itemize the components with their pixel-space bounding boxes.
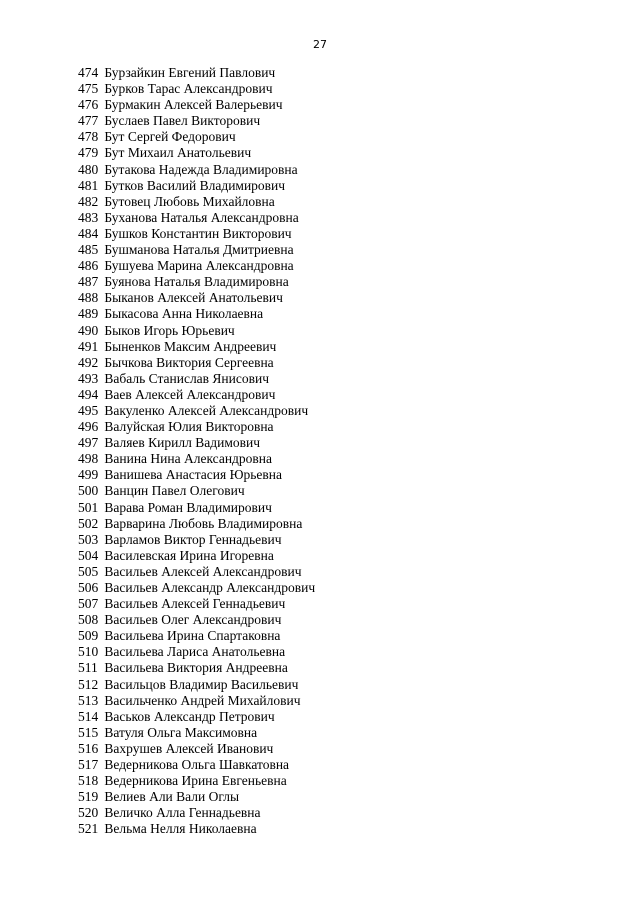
entry-number: 487 [78,274,99,290]
list-item [78,81,315,97]
entry-name: Бушуева Марина Александровна [104,258,294,274]
list-item [78,258,315,274]
list-item [78,419,315,435]
entry-number: 514 [78,708,99,724]
list-item [78,339,315,355]
entry-name: Ваев Алексей Александрович [104,386,276,402]
list-item [78,564,315,580]
entry-number: 495 [78,402,99,418]
entry-number: 508 [78,612,99,628]
entry-number: 513 [78,692,99,708]
entry-name: Буханова Наталья Александровна [104,209,299,225]
entry-number: 499 [78,467,99,483]
list-item [78,145,315,161]
entry-name: Велиев Али Вали Оглы [104,789,240,805]
list-item [78,773,315,789]
entry-name: Васильева Виктория Андреевна [104,660,288,676]
entry-name: Быкасова Анна Николаевна [104,306,264,322]
list-item [78,242,315,258]
entry-name: Васильцов Владимир Васильевич [104,676,299,692]
entry-name: Бутакова Надежда Владимировна [104,161,298,177]
entry-name: Вабаль Станислав Янисович [104,370,270,386]
list-item [78,516,315,532]
list-item [78,500,315,516]
entry-name: Вакуленко Алексей Александрович [104,402,309,418]
entry-name: Василевская Ирина Игоревна [104,547,274,563]
entry-number: 489 [78,306,99,322]
list-item [78,162,315,178]
entry-name: Ватуля Ольга Максимовна [104,724,258,740]
list-item [78,580,315,596]
entry-name: Васильева Лариса Анатольевна [104,644,286,660]
entry-number: 512 [78,676,99,692]
entry-name: Ведерникова Ольга Шавкатовна [104,757,290,773]
list-item [78,483,315,499]
list-item [78,677,315,693]
entry-number: 503 [78,531,99,547]
list-item [78,113,315,129]
list-item [78,451,315,467]
entry-name: Васильева Ирина Спартаковна [104,628,281,644]
list-item [78,612,315,628]
entry-number: 481 [78,177,99,193]
entry-name: Валуйская Юлия Викторовна [104,419,274,435]
entry-name: Быненков Максим Андреевич [104,338,277,354]
entry-number: 484 [78,225,99,241]
entry-number: 479 [78,145,99,161]
list-item [78,97,315,113]
list-item [78,435,315,451]
list-item [78,371,315,387]
entry-number: 488 [78,290,99,306]
entry-name: Васьков Александр Петрович [104,708,275,724]
entry-number: 519 [78,789,99,805]
entry-name: Васильев Александр Александрович [104,580,316,595]
entry-name: Бушманова Наталья Дмитриевна [104,242,294,258]
entry-number: 510 [78,644,99,660]
list-item [78,693,315,709]
list-item [78,660,315,676]
entry-name: Бурков Тарас Александрович [104,81,273,97]
list-item [78,725,315,741]
list-item [78,226,315,242]
entry-number: 498 [78,451,99,467]
entry-number: 480 [78,161,99,177]
entry-number: 475 [78,81,99,97]
entry-name: Вахрушев Алексей Иванович [104,740,274,756]
entry-number: 516 [78,740,99,756]
entry-name: Ведерникова Ирина Евгеньевна [104,773,287,789]
list-item [78,644,315,660]
list-item [78,403,315,419]
entry-name: Бушков Константин Викторович [104,225,292,241]
entry-name: Буянова Наталья Владимировна [104,274,289,290]
entry-name: Варламов Виктор Геннадьевич [104,531,282,547]
entry-number: 477 [78,113,99,129]
entry-number: 518 [78,773,99,789]
page-number: 27 [313,38,327,51]
list-item [78,290,315,306]
list-item [78,467,315,483]
list-item [78,274,315,290]
entry-name: Варава Роман Владимирович [104,499,272,515]
entry-number: 476 [78,97,99,113]
entry-number: 504 [78,547,99,563]
entry-name: Валяев Кирилл Вадимович [104,435,261,451]
entry-number: 505 [78,563,99,579]
entry-number: 502 [78,515,99,531]
list-item [78,532,315,548]
entry-name: Ванина Нина Александровна [104,451,273,467]
entry-name: Быков Игорь Юрьевич [104,322,235,338]
list-item [78,210,315,226]
entry-number: 491 [78,338,99,354]
entry-name: Быканов Алексей Анатольевич [104,290,283,306]
entry-name: Бурзайкин Евгений Павлович [104,65,276,80]
entry-name: Ванцин Павел Олегович [104,483,245,499]
entry-name: Бут Михаил Анатольевич [104,145,252,161]
list-item [78,129,315,145]
entry-number: 515 [78,724,99,740]
entry-number: 478 [78,129,99,145]
entry-name: Вельма Нелля Николаевна [104,821,257,837]
entry-number: 520 [78,805,99,821]
entry-name: Ванишева Анастасия Юрьевна [104,467,282,483]
entry-number: 507 [78,596,99,612]
list-item [78,548,315,564]
list-item [78,323,315,339]
list-item [78,709,315,725]
entry-number: 482 [78,193,99,209]
entry-name: Бутовец Любовь Михайловна [104,193,275,209]
entry-number: 474 [78,65,99,80]
list-item [78,194,315,210]
entry-number: 500 [78,483,99,499]
entry-name: Бычкова Виктория Сергеевна [104,354,274,370]
list-item [78,821,315,837]
entry-name: Васильев Алексей Александрович [104,563,302,579]
entry-name: Бутков Василий Владимирович [104,177,286,193]
entry-number: 492 [78,354,99,370]
entry-name: Буслаев Павел Викторович [104,113,261,129]
entry-name: Васильев Олег Александрович [104,612,282,628]
list-item [78,387,315,403]
list-item [78,757,315,773]
entry-number: 490 [78,322,99,338]
entry-number: 485 [78,242,99,258]
entry-number: 494 [78,386,99,402]
entry-number: 509 [78,628,99,644]
entry-name: Бурмакин Алексей Валерьевич [104,97,283,113]
name-list [78,65,315,838]
list-item [78,805,315,821]
entry-number: 486 [78,258,99,274]
entry-name: Васильев Алексей Геннадьевич [104,596,286,612]
entry-number: 496 [78,419,99,435]
list-item [78,65,315,81]
list-item [78,355,315,371]
entry-number: 497 [78,435,99,451]
list-item [78,789,315,805]
entry-number: 493 [78,370,99,386]
list-item [78,178,315,194]
entry-number: 483 [78,209,99,225]
entry-number: 501 [78,499,99,515]
entry-name: Васильченко Андрей Михайлович [104,692,301,708]
entry-number: 506 [78,580,99,595]
entry-number: 521 [78,821,99,837]
entry-name: Варварина Любовь Владимировна [104,515,303,531]
entry-number: 517 [78,757,99,773]
entry-number: 511 [78,660,98,676]
entry-name: Величко Алла Геннадьевна [104,805,261,821]
list-item [78,306,315,322]
list-item [78,741,315,757]
list-item [78,596,315,612]
entry-name: Бут Сергей Федорович [104,129,236,145]
list-item [78,628,315,644]
